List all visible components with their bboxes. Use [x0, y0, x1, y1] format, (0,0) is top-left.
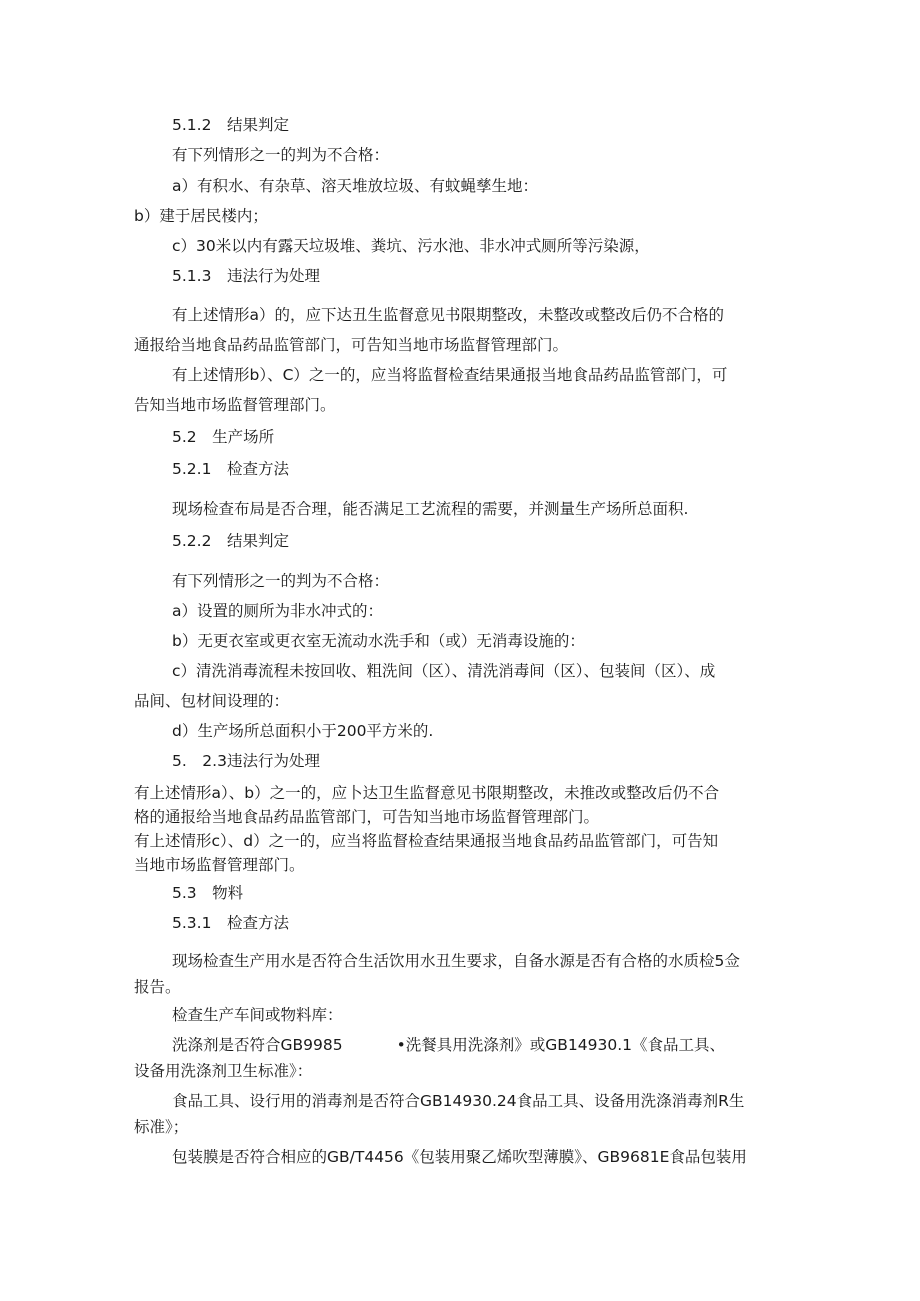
paragraph-line: 有下列情形之一的判为不合格：: [172, 572, 390, 590]
paragraph-line: 检查生产车间或物料库：: [172, 1006, 343, 1024]
paragraph-line: 有上述情形a）、b）之一的，应卜达卫生监督意见书限期整改，未推改或整改后仍不合: [134, 784, 720, 802]
list-item-d: d）生产场所总面积小于200平方米的.: [172, 722, 434, 740]
list-item-c-cont: 品间、包材间设理的：: [134, 692, 290, 710]
paragraph-line: 有下列情形之一的判为不合格：: [172, 146, 390, 164]
paragraph-line: 现场检查生产用水是否符合生活饮用水丑生要求，自备水源是否有合格的水质检5佥: [172, 952, 740, 970]
list-item-a: a）有积水、有杂草、溶天堆放垃圾、有蚊蝇孳生地：: [172, 177, 539, 195]
paragraph-line: 格的通报给当地食品药品监管部门，可告知当地市场监督管理部门。: [134, 808, 600, 826]
paragraph-line: 包装膜是否符合相应的GB/T4456《包装用聚乙烯吹型薄膜》、GB9681E食品包装用: [172, 1148, 747, 1166]
line-part-2: •洗餐具用洗涤剂》或GB14930.1《食品工具、: [396, 1036, 725, 1054]
list-item-b: b）无更衣室或更衣室无流动水洗手和（或）无消毒设施的：: [172, 632, 585, 650]
paragraph-line: 当地市场监督管理部门。: [134, 856, 305, 874]
section-heading-5-1-2: 5.1.2 结果判定: [172, 116, 289, 134]
paragraph-line: [172, 1034, 725, 1056]
section-heading-5-3: 5.3 物料: [172, 884, 244, 902]
paragraph-line: 现场检查布局是否合理，能否满足工艺流程的需要，并测量生产场所总面积.: [172, 500, 689, 518]
paragraph-line: 设备用洗涤剂卫生标准》：: [134, 1062, 313, 1080]
list-item-b: b）建于居民楼内；: [134, 207, 268, 225]
list-item-c: c）清洗消毒流程未按回收、粗洗间（区）、清洗消毒间（区）、包装间（区）、成: [172, 662, 716, 680]
paragraph-line: 通报给当地食品药品监管部门，可告知当地市场监督管理部门。: [134, 336, 569, 354]
section-heading-5-3-1: 5.3.1 检查方法: [172, 914, 289, 932]
section-heading-5-2: 5.2 生产场所: [172, 428, 275, 446]
paragraph-line: 有上述情形b）、C）之一的，应当将监督检查结果通报当地食品药品监管部门，可: [172, 366, 728, 384]
paragraph-line: 食品工具、设行用的消毒剂是否符合GB14930.24食品工具、设备用洗涤消毒剂R生: [172, 1092, 745, 1110]
paragraph-line: 有上述情形c）、d）之一的，应当将监督检查结果通报当地食品药品监管部门，可告知: [134, 832, 719, 850]
paragraph-line: 有上述情形a）的，应下达丑生监督意见书限期整改，未整改或整改后仍不合格的: [172, 306, 725, 324]
paragraph-line: 告知当地市场监督管理部门。: [134, 396, 336, 414]
paragraph-line: 标准》；: [134, 1118, 189, 1136]
line-part-1: 洗涤剂是否符合GB9985: [172, 1036, 343, 1054]
section-heading-5-2-3: 5. 2.3违法行为处理: [172, 752, 320, 770]
list-item-a: a）设置的厕所为非水冲式的：: [172, 602, 383, 620]
section-heading-5-2-1: 5.2.1 检查方法: [172, 460, 289, 478]
section-heading-5-1-3: 5.1.3 违法行为处理: [172, 267, 320, 285]
list-item-c: c）30米以内有露天垃圾堆、粪坑、污水池、非水冲式厕所等污染源，: [172, 237, 650, 255]
section-heading-5-2-2: 5.2.2 结果判定: [172, 532, 289, 550]
paragraph-line: 报告。: [134, 978, 181, 996]
